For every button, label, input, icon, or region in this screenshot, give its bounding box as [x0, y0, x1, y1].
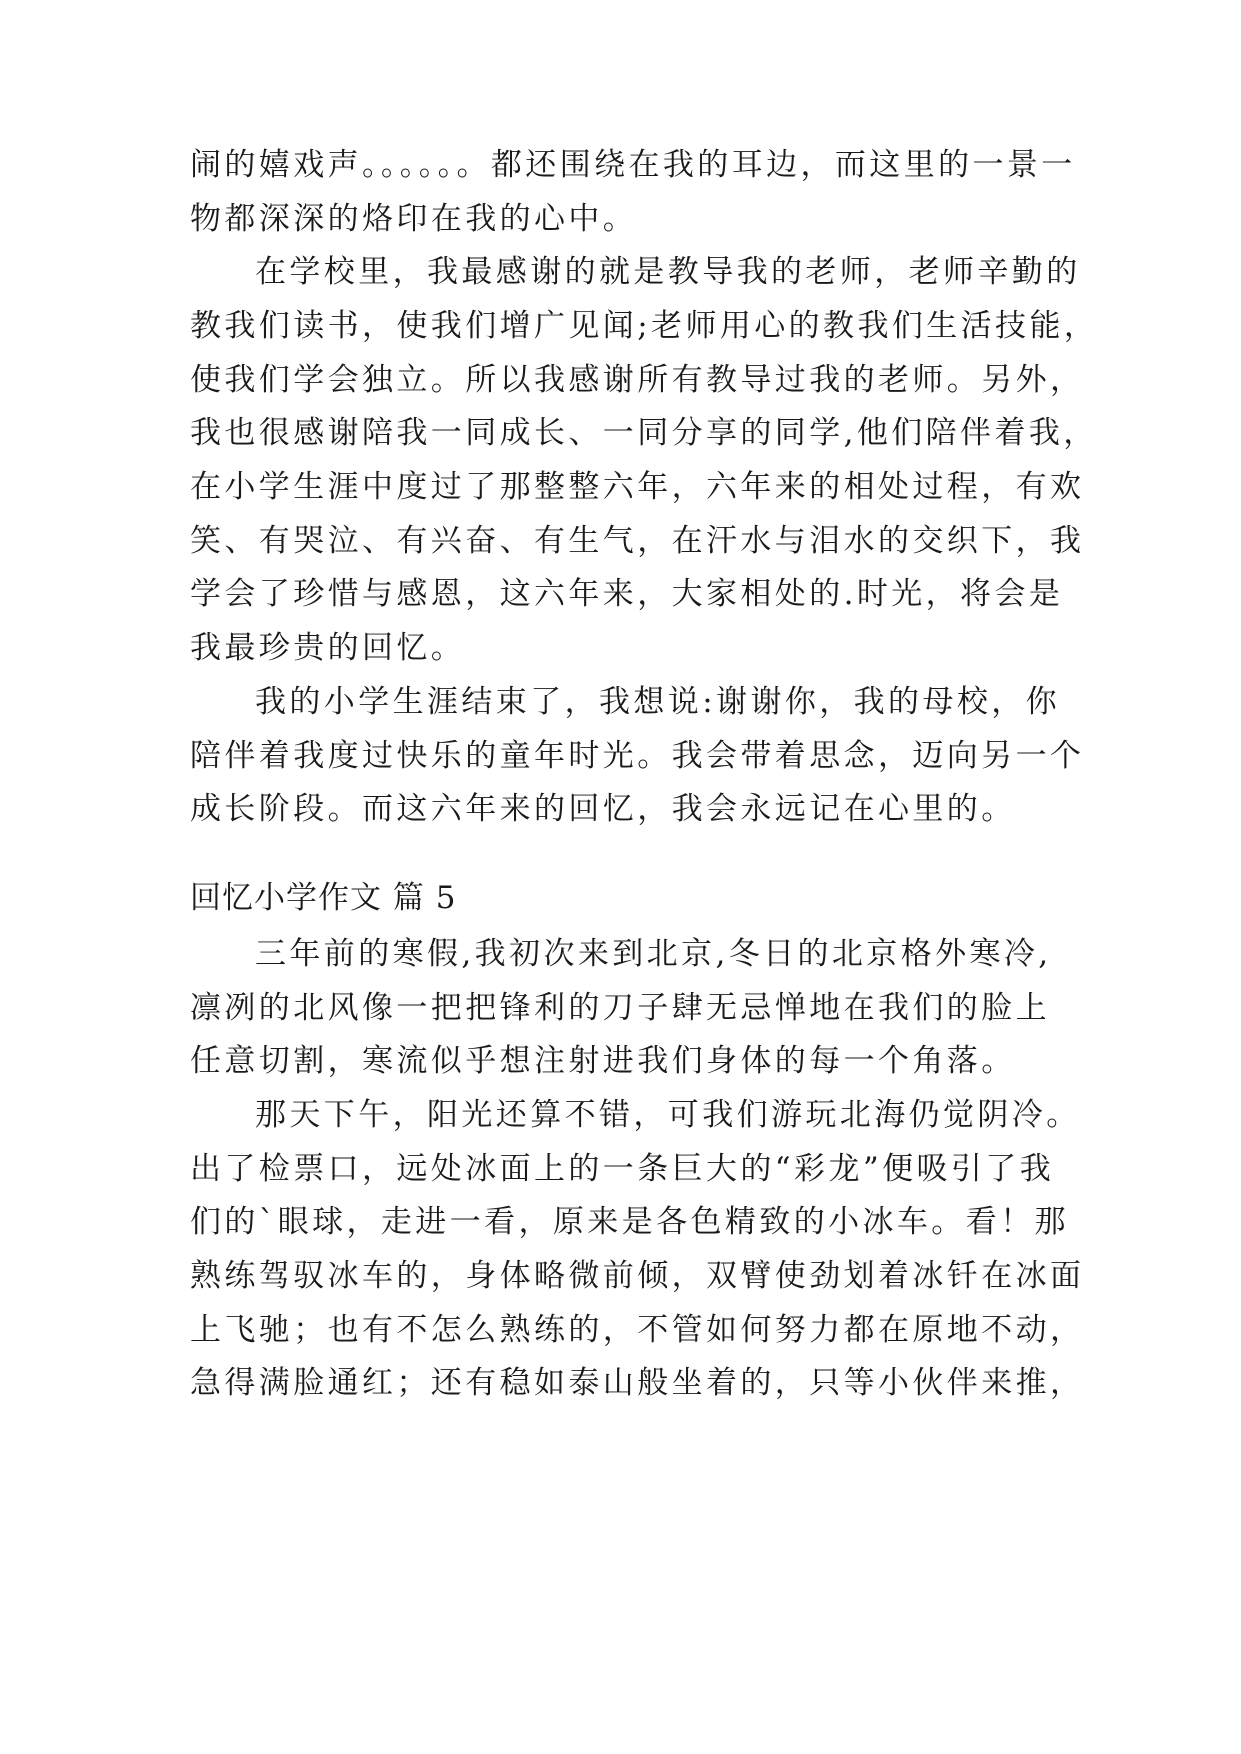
text-line: 闹的嬉戏声。。。。。。都还围绕在我的耳边，而这里的一景一 — [190, 147, 1076, 183]
text-line: 陪伴着我度过快乐的童年时光。我会带着思念，迈向另一个 — [190, 738, 1085, 774]
section-heading: 回忆小学作文 篇 5 — [190, 880, 457, 916]
text-line: 笑、有哭泣、有兴奋、有生气，在汗水与泪水的交织下，我 — [190, 523, 1085, 559]
text-line: 上飞驰；也有不怎么熟练的，不管如何努力都在原地不动， — [190, 1312, 1085, 1348]
paragraph-first-line: 在学校里，我最感谢的就是教导我的老师，老师辛勤的 — [255, 254, 1081, 290]
paragraph-first-line: 那天下午，阳光还算不错，可我们游玩北海仍觉阴冷。 — [255, 1097, 1081, 1133]
paragraph-first-line: 三年前的寒假,我初次来到北京,冬日的北京格外寒冷, — [255, 936, 1052, 972]
text-line: 在小学生涯中度过了那整整六年，六年来的相处过程，有欢 — [190, 469, 1085, 505]
paragraph-first-line: 我的小学生涯结束了，我想说:谢谢你，我的母校，你 — [255, 684, 1061, 720]
text-line: 使我们学会独立。所以我感谢所有教导过我的老师。另外， — [190, 362, 1085, 398]
text-line: 出了检票口，远处冰面上的一条巨大的“彩龙”便吸引了我 — [190, 1151, 1055, 1187]
text-line: 熟练驾驭冰车的，身体略微前倾，双臂使劲划着冰钎在冰面 — [190, 1258, 1085, 1294]
text-line: 凛冽的北风像一把把锋利的刀子肆无忌惮地在我们的脸上 — [190, 990, 1050, 1026]
text-line: 任意切割，寒流似乎想注射进我们身体的每一个角落。 — [190, 1043, 1016, 1079]
text-line: 教我们读书，使我们增广见闻;老师用心的教我们生活技能， — [190, 308, 1099, 344]
text-line: 们的`眼球，走进一看，原来是各色精致的小冰车。看！那 — [190, 1204, 1069, 1240]
text-line: 物都深深的烙印在我的心中。 — [190, 201, 638, 237]
text-line: 成长阶段。而这六年来的回忆，我会永远记在心里的。 — [190, 791, 1016, 827]
text-line: 急得满脸通红；还有稳如泰山般坐着的，只等小伙伴来推， — [190, 1365, 1085, 1401]
text-line: 我最珍贵的回忆。 — [190, 630, 466, 666]
text-line: 学会了珍惜与感恩，这六年来，大家相处的.时光，将会是 — [190, 576, 1064, 612]
text-line: 我也很感谢陪我一同成长、一同分享的同学,他们陪伴着我， — [190, 415, 1098, 451]
